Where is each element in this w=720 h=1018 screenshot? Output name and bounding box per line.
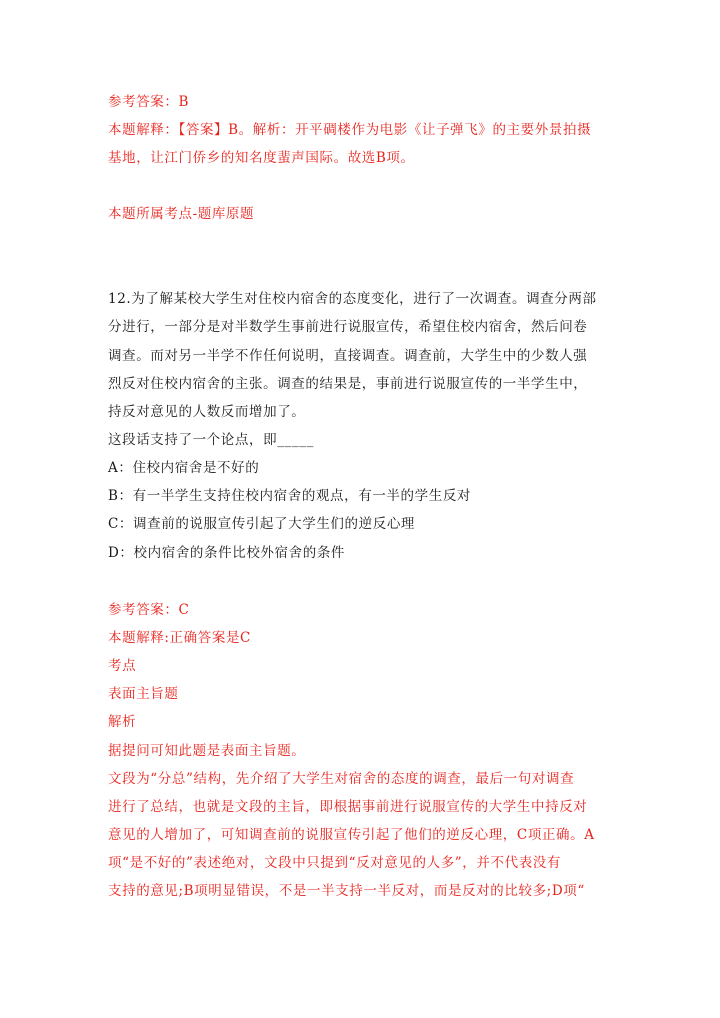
option-a: A：住校内宿舍是不好的 <box>108 460 260 476</box>
question-stem-line-4: 烈反对住校内宿舍的主张。调查的结果是，事前进行说服宣传的一半学生中， <box>108 376 588 392</box>
question-stem-line-2: 分进行，一部分是对半数学生事前进行说服宣传，希望住校内宿舍，然后问卷 <box>108 319 588 335</box>
option-b: B：有一半学生支持住校内宿舍的观点，有一半的学生反对 <box>108 488 472 504</box>
analysis-line-6: 支持的意见;B项明显错误，不是一半支持一半反对，而是反对的比较多;D项“ <box>108 883 585 899</box>
analysis-line-1: 据提问可知此题是表面主旨题。 <box>108 743 306 759</box>
question-stem-line-3: 调查。而对另一半学不作任何说明，直接调查。调查前，大学生中的少数人强 <box>108 348 588 364</box>
jiexi-label: 解析 <box>108 714 137 730</box>
analysis-line-4: 意见的人增加了，可知调查前的说服宣传引起了他们的逆反心理，C项正确。A <box>108 827 595 843</box>
option-d: D：校内宿舍的条件比校外宿舍的条件 <box>108 545 346 561</box>
question-prompt: 这段话支持了一个论点，即_____ <box>108 432 314 448</box>
analysis-line-3: 进行了总结，也就是文段的主旨，即根据事前进行说服宣传的大学生中持反对 <box>108 799 588 815</box>
question-stem-line-1: 12.为了解某校大学生对住校内宿舍的态度变化，进行了一次调查。调查分两部 <box>108 291 597 307</box>
prev-explanation-line-2: 基地，让江门侨乡的知名度蜚声国际。故选B项。 <box>108 150 415 166</box>
prev-explanation-line-1: 本题解释：【答案】B。解析：开平碉楼作为电影《让子弹飞》的主要外景拍摄 <box>108 122 592 138</box>
option-c: C：调查前的说服宣传引起了大学生们的逆反心理 <box>108 516 416 532</box>
analysis-line-2: 文段为“分总”结构，先介绍了大学生对宿舍的态度的调查，最后一句对调查 <box>108 771 575 787</box>
kaodian-label: 考点 <box>108 658 137 674</box>
prev-answer: 参考答案：B <box>108 94 190 110</box>
answer: 参考答案：C <box>108 602 190 618</box>
prev-knowledge-point: 本题所属考点-题库原题 <box>108 206 255 222</box>
explanation: 本题解释:正确答案是C <box>108 630 251 646</box>
kaodian-value: 表面主旨题 <box>108 686 179 702</box>
analysis-line-5: 项“是不好的”表述绝对，文段中只提到“反对意见的人多”，并不代表没有 <box>108 855 562 871</box>
question-stem-line-5: 持反对意见的人数反而增加了。 <box>108 404 306 420</box>
